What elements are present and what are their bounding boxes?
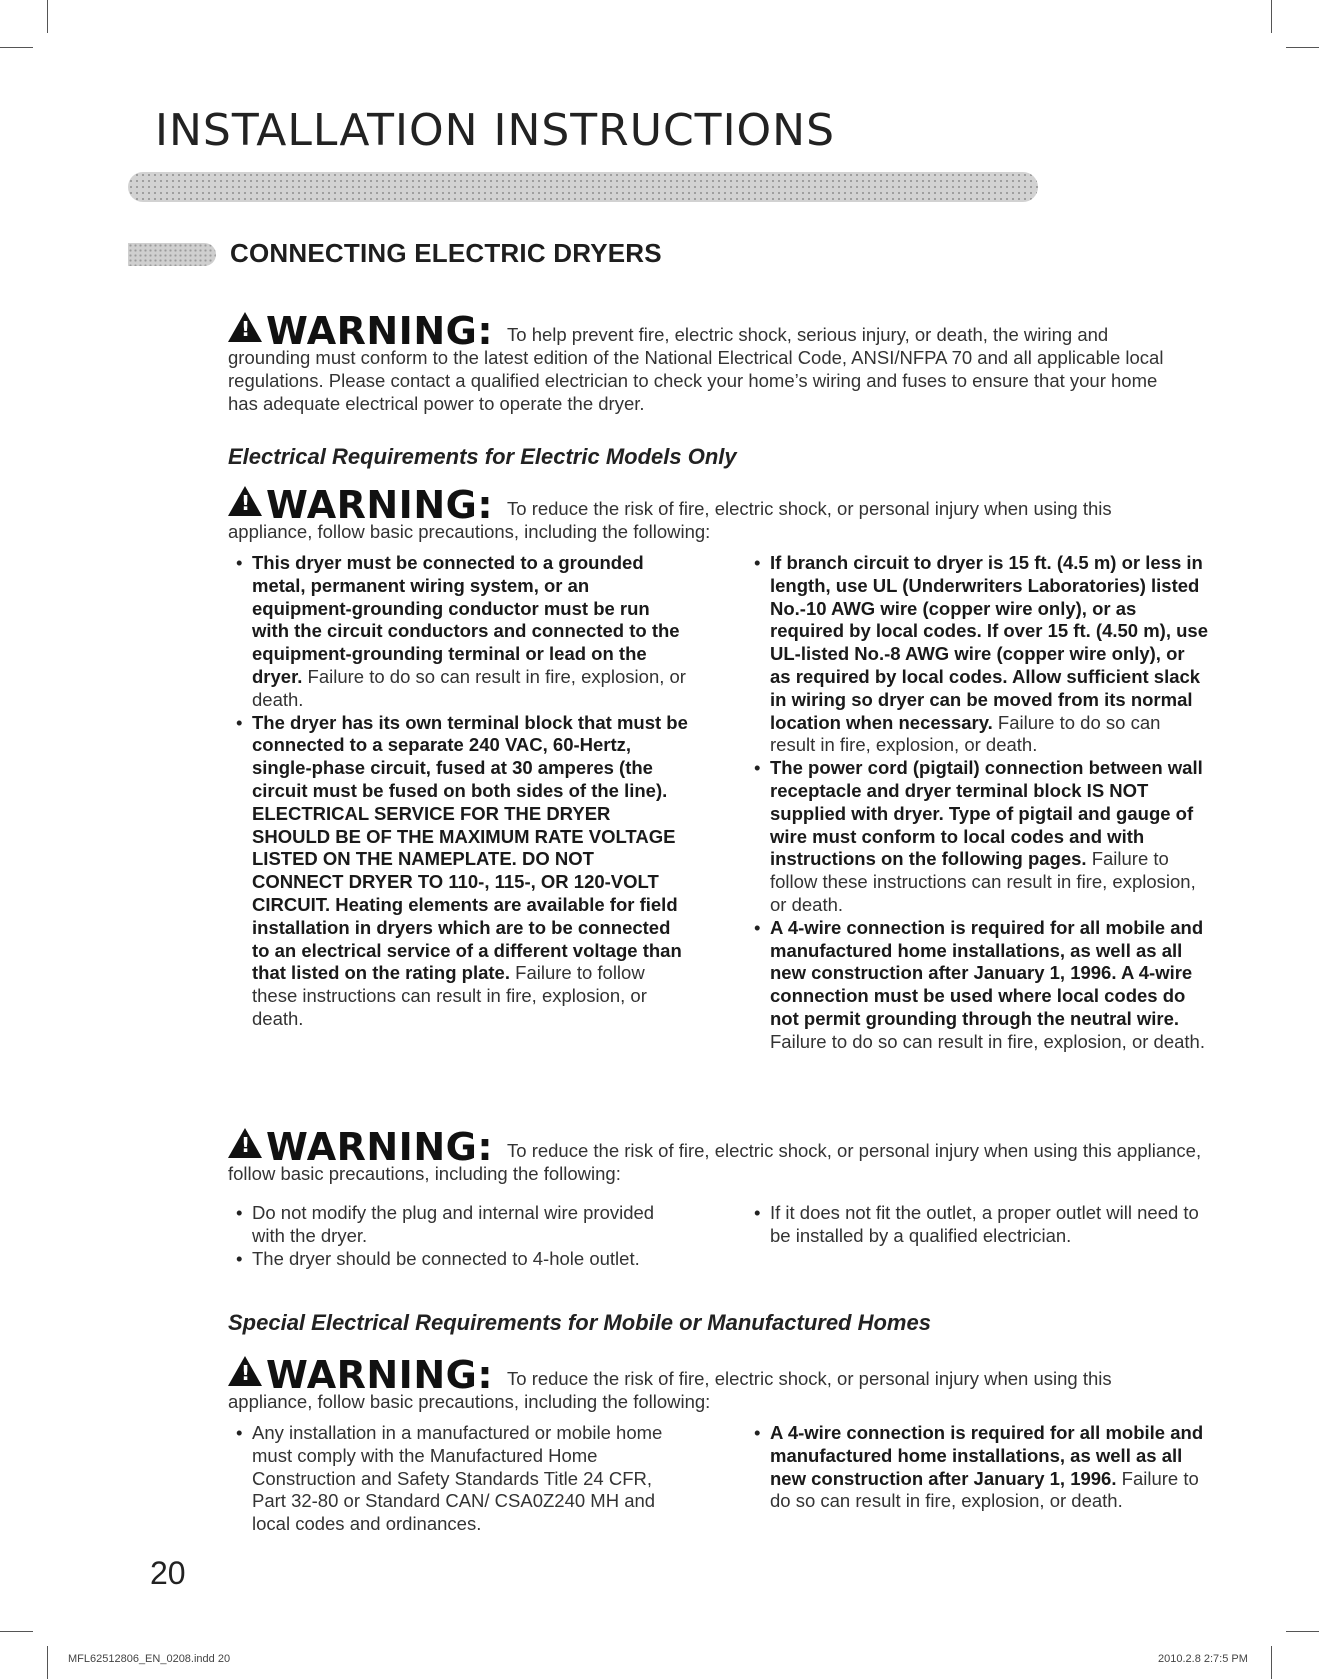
list-item: • The dryer has its own terminal block that must be connected to a separate 240 VAC, 60-Hertz, single-phase circuit, fused at 30 amperes (the circuit must be fused on both sides of the line). ELECTRICAL SERVICE FOR THE DRYER SHOULD BE OF THE MAXIMUM RATE VOLTAGE LISTED ON THE NAMEPLATE. DO NOT CONNECT DRYER TO 110-, 115-, OR 120-VOLT CIRCUIT. Heating elements are available for field installation in dryers which are to be connected to an electrical service of a different voltage than that listed on the rating plate. Failure to follow these instructions can result in fire, explosion, or death. [230,712,690,1031]
crop-mark [1286,1631,1319,1632]
list-item: • The dryer should be connected to 4-hole outlet. [230,1248,680,1271]
warning-triangle-icon [228,486,262,516]
subheading-mobile-homes: Special Electrical Requirements for Mobile or Manufactured Homes [228,1310,931,1335]
warning-label: WARNING: [266,1353,494,1397]
crop-mark [47,1646,48,1679]
list-plug-left [230,1202,680,1270]
warning-label: WARNING: [266,309,494,353]
warning-text: To reduce the risk of fire, electric shock, or personal injury when using this appliance, follow basic precautions, including the following: [228,498,1112,542]
warning-triangle-icon [228,1128,262,1158]
list-electric-left [230,552,690,1031]
list-item: • This dryer must be connected to a grounded metal, permanent wiring system, or an equipment-grounding conductor must be run with the circuit conductors and connected to the equipment-grounding terminal or lead on the dryer. Failure to do so can result in fire, explosion, or death. [230,552,690,712]
warning-text: To help prevent fire, electric shock, serious injury, or death, the wiring and grounding must conform to the latest edition of the National Electrical Code, ANSI/NFPA 70 and all applicable local regulations. Please contact a qualified electrician to check your home’s wiring and fuses to ensure that your home has adequate electrical power to operate the dryer. [228,324,1164,414]
list-plug-right [748,1202,1210,1248]
warning-block-3 [228,1125,1203,1185]
list-item: • The power cord (pigtail) connection between wall receptacle and dryer terminal block IS NOT supplied with dryer. Type of pigtail and gauge of wire must conform to local codes and with instructions on the following pages. Failure to follow these instructions can result in fire, explosion, or death. [748,757,1210,917]
crop-mark [47,0,48,33]
list-mobile-left [230,1422,690,1536]
page-number: 20 [150,1555,186,1591]
crop-mark [1286,47,1319,48]
crop-mark [0,1631,33,1632]
warning-block-1 [228,309,1188,415]
section-marker [128,243,216,266]
footer-file-info: MFL62512806_EN_0208.indd 20 [68,1653,231,1665]
crop-mark [0,47,33,48]
warning-block-4 [228,1353,1188,1413]
crop-mark [1271,0,1272,33]
list-item: • If branch circuit to dryer is 15 ft. (4.5 m) or less in length, use UL (Underwriters Laboratories) listed No.-10 AWG wire (copper wire only), or as required by local codes. If over 15 ft. (4.50 m), use UL-listed No.-8 AWG wire (copper wire only), or as required by local codes. Allow sufficient slack in wiring so dryer can be moved from its normal location when necessary. Failure to do so can result in fire, explosion, or death. [748,552,1210,757]
subheading-electric-models: Electrical Requirements for Electric Models Only [228,444,737,469]
list-item: • Do not modify the plug and internal wire provided with the dryer. [230,1202,680,1248]
warning-triangle-icon [228,1356,262,1386]
list-item: • A 4-wire connection is required for all mobile and manufactured home installations, as well as all new construction after January 1, 1996. Failure to do so can result in fire, explosion, or death. [748,1422,1210,1513]
list-item: • Any installation in a manufactured or mobile home must comply with the Manufactured Home Construction and Safety Standards Title 24 CFR, Part 32-80 or Standard CAN/ CSA0Z240 MH and local codes and ordinances. [230,1422,690,1536]
title-decor-bar [128,172,1038,202]
warning-text: To reduce the risk of fire, electric shock, or personal injury when using this appliance, follow basic precautions, including the following: [228,1368,1112,1412]
warning-block-2 [228,483,1188,543]
list-mobile-right [748,1422,1210,1513]
list-item: • If it does not fit the outlet, a proper outlet will need to be installed by a qualified electrician. [748,1202,1210,1248]
warning-label: WARNING: [266,1125,494,1169]
crop-mark [1271,1646,1272,1679]
list-electric-right [748,552,1210,1054]
warning-triangle-icon [228,312,262,342]
footer-timestamp: 2010.2.8 2:7:5 PM [1158,1653,1248,1665]
page-title: INSTALLATION INSTRUCTIONS [155,105,836,156]
section-title: CONNECTING ELECTRIC DRYERS [230,238,662,268]
warning-text: To reduce the risk of fire, electric shock, or personal injury when using this appliance, follow basic precautions, including the following: [228,1140,1202,1184]
warning-label: WARNING: [266,483,494,527]
list-item: • A 4-wire connection is required for all mobile and manufactured home installations, as well as all new construction after January 1, 1996. A 4-wire connection must be used where local codes do not permit grounding through the neutral wire. Failure to do so can result in fire, explosion, or death. [748,917,1210,1054]
